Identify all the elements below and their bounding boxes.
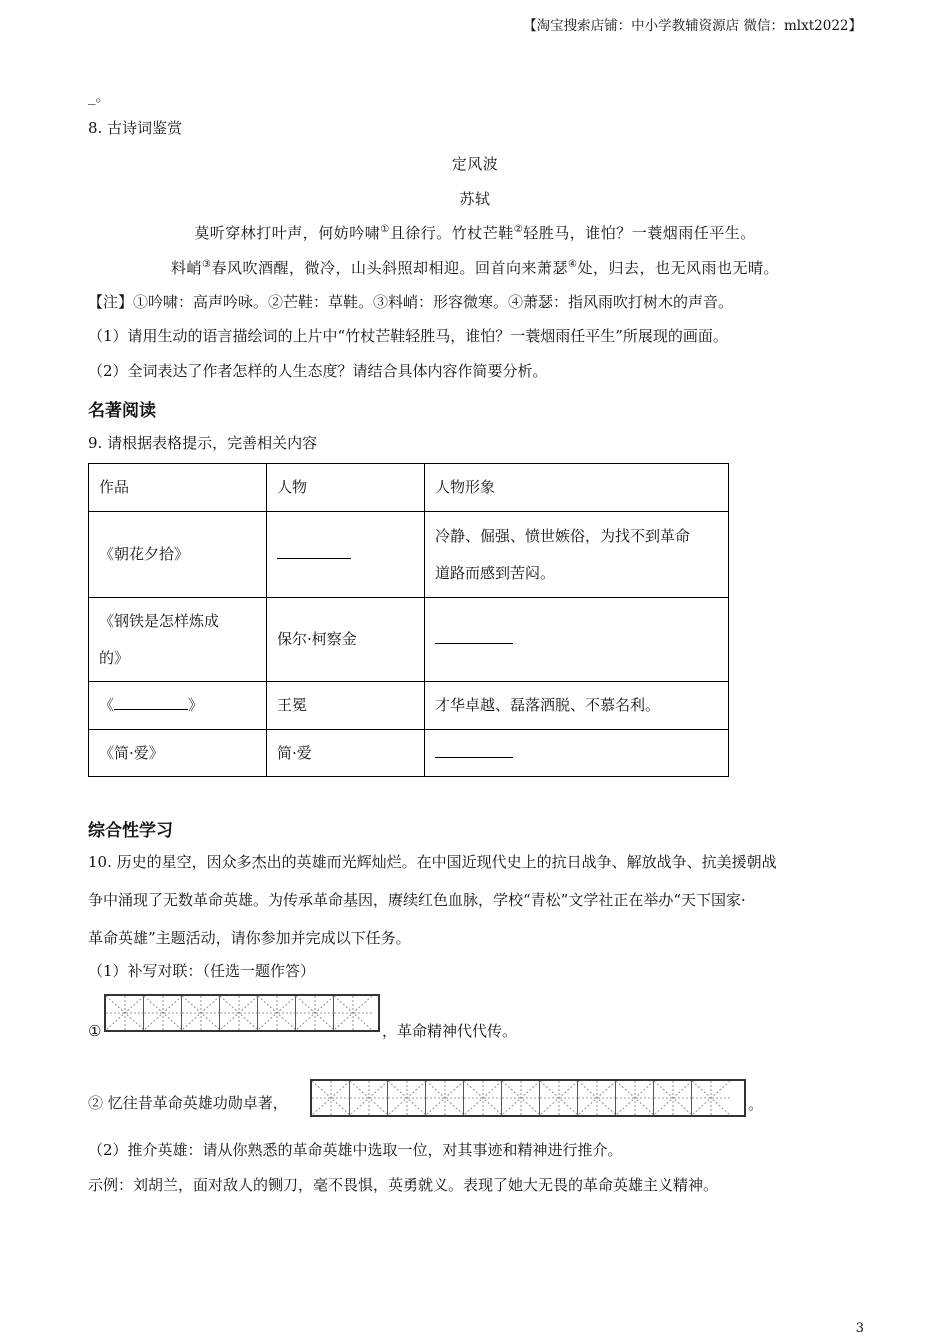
poem-author: 苏轼 xyxy=(459,190,491,208)
cell-image-blank[interactable] xyxy=(425,598,729,682)
answer-blank[interactable] xyxy=(277,542,351,559)
poem-text: 莫听穿林打叶声，何妨吟啸 xyxy=(194,224,381,242)
couplet-2-suffix: 。 xyxy=(748,1095,764,1113)
writing-cell[interactable] xyxy=(182,996,220,1030)
writing-cell[interactable] xyxy=(106,996,144,1030)
q8-title: 8. 古诗词鉴赏 xyxy=(88,119,183,137)
q10-intro-line-1: 10. 历史的星空，因众多杰出的英雄而光辉灿烂。在中国近现代史上的抗日战争、解放战争、抗美援朝战 xyxy=(88,853,777,871)
table-header-row xyxy=(89,464,729,512)
answer-blank[interactable] xyxy=(435,741,513,758)
character-table xyxy=(88,463,729,777)
poem-title: 定风波 xyxy=(451,155,499,173)
cell-person: 保尔·柯察金 xyxy=(267,598,425,682)
header-image: 人物形象 xyxy=(425,464,729,512)
table-row xyxy=(89,682,729,730)
q10-intro-line-2: 争中涌现了无数革命英雄。为传承革命基因，赓续红色血脉，学校“青松”文学社正在举办“天下国家· xyxy=(88,891,746,909)
writing-cell[interactable] xyxy=(220,996,258,1030)
footnote-mark: ③ xyxy=(202,259,212,270)
answer-blank[interactable] xyxy=(114,693,188,710)
writing-cell[interactable] xyxy=(578,1081,616,1115)
q10-sub1: （1）补写对联：（任选一题作答） xyxy=(88,962,316,980)
q10-example: 示例：刘胡兰，面对敌人的铡刀，毫不畏惧，英勇就义。表现了她大无畏的革命英雄主义精神。 xyxy=(88,1176,719,1194)
writing-cell[interactable] xyxy=(334,996,372,1030)
writing-cell[interactable] xyxy=(258,996,296,1030)
writing-cell[interactable] xyxy=(692,1081,730,1115)
answer-blank[interactable] xyxy=(435,627,513,644)
writing-cell[interactable] xyxy=(426,1081,464,1115)
couplet-1-marker: ① xyxy=(88,1022,102,1040)
writing-cell[interactable] xyxy=(312,1081,350,1115)
cell-work-blank[interactable]: 《 》 xyxy=(89,682,267,730)
footnote-mark: ④ xyxy=(568,259,578,270)
couplet-1-suffix: ，革命精神代代传。 xyxy=(382,1022,518,1040)
couplet-1-writing-grid[interactable] xyxy=(104,994,380,1032)
cell-image-blank[interactable] xyxy=(425,730,729,777)
page-number: 3 xyxy=(855,1321,864,1336)
cell-image: 才华卓越、磊落洒脱、不慕名利。 xyxy=(425,682,729,730)
cell-person-blank[interactable] xyxy=(267,512,425,598)
writing-cell[interactable] xyxy=(502,1081,540,1115)
q9-title: 9. 请根据表格提示，完善相关内容 xyxy=(88,434,318,452)
footnote-mark: ② xyxy=(513,224,524,235)
writing-cell[interactable] xyxy=(540,1081,578,1115)
previous-answer-fragment: _。 xyxy=(88,87,111,105)
q8-sub1: （1）请用生动的语言描绘词的上片中“竹杖芒鞋轻胜马，谁怕？一蓑烟雨任平生”所展现的画面。 xyxy=(88,327,728,345)
poem-text: 且徐行。竹杖芒鞋 xyxy=(389,224,514,242)
cell-image: 冷静、倔强、愤世嫉俗，为找不到革命 道路而感到苦闷。 xyxy=(425,512,729,598)
table-row xyxy=(89,512,729,598)
couplet-2-writing-grid[interactable] xyxy=(310,1079,746,1117)
q8-sub2: （2）全词表达了作者怎样的人生态度？请结合具体内容作简要分析。 xyxy=(88,362,548,380)
writing-cell[interactable] xyxy=(350,1081,388,1115)
page-header: 【淘宝搜索店铺：中小学教辅资源店 微信：mlxt2022】 xyxy=(523,18,862,34)
poem-note: 【注】①吟啸：高声吟咏。②芒鞋：草鞋。③料峭：形容微寒。④萧瑟：指风雨吹打树木的声音。 xyxy=(88,293,734,311)
header-work: 作品 xyxy=(89,464,267,512)
cell-work: 《钢铁是怎样炼成 的》 xyxy=(89,598,267,682)
footnote-mark: ① xyxy=(380,224,390,235)
poem-text: 处，归去，也无风雨也无晴。 xyxy=(577,259,779,277)
table-row xyxy=(89,730,729,777)
poem-text: 轻胜马，谁怕？一蓑烟雨任平生。 xyxy=(523,224,756,242)
writing-cell[interactable] xyxy=(144,996,182,1030)
section-title-integrated: 综合性学习 xyxy=(88,821,173,841)
writing-cell[interactable] xyxy=(296,996,334,1030)
cell-person: 简·爱 xyxy=(267,730,425,777)
q10-intro-line-3: 革命英雄”主题活动，请你参加并完成以下任务。 xyxy=(88,929,411,947)
cell-work: 《简·爱》 xyxy=(89,730,267,777)
poem-text: 料峭 xyxy=(171,259,203,277)
poem-line-1 xyxy=(0,222,950,243)
poem-text: 春风吹酒醒，微冷，山头斜照却相迎。回首向来萧瑟 xyxy=(211,259,568,277)
writing-cell[interactable] xyxy=(616,1081,654,1115)
cell-person: 王冕 xyxy=(267,682,425,730)
q10-sub2: （2）推介英雄：请从你熟悉的革命英雄中选取一位，对其事迹和精神进行推介。 xyxy=(88,1141,623,1159)
writing-cell[interactable] xyxy=(464,1081,502,1115)
header-person: 人物 xyxy=(267,464,425,512)
table-row xyxy=(89,598,729,682)
writing-cell[interactable] xyxy=(654,1081,692,1115)
writing-cell[interactable] xyxy=(388,1081,426,1115)
poem-line-2 xyxy=(0,257,950,278)
couplet-2-prefix: ② 忆往昔革命英雄功勋卓著， xyxy=(88,1094,288,1112)
section-title-reading: 名著阅读 xyxy=(88,401,156,421)
cell-work: 《朝花夕拾》 xyxy=(89,512,267,598)
